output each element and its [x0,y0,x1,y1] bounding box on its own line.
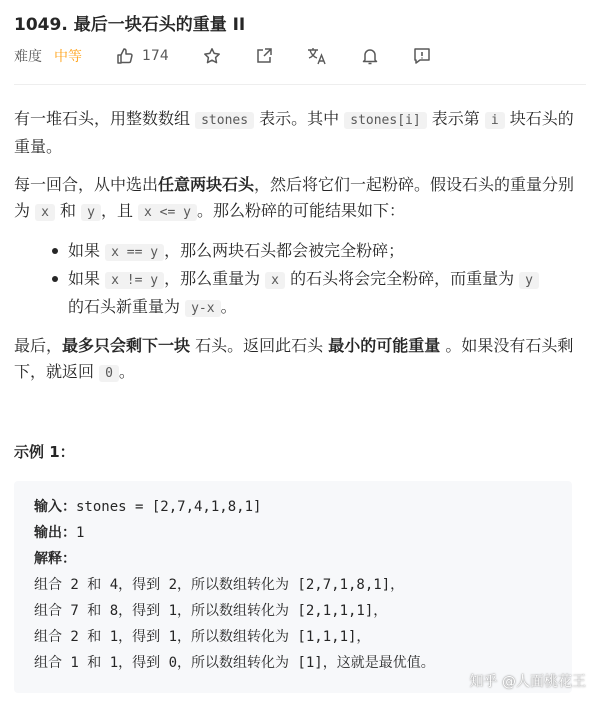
inline-code: x <= y [138,204,197,221]
inline-code: stones[i] [344,112,426,129]
bullet-dot [52,276,58,282]
watermark: 知乎 @人面桃花王 [469,674,586,690]
header-divider [14,84,586,85]
difficulty-badge: 中等 [54,49,82,65]
inline-code: 0 [99,365,119,382]
thumbs-up-icon [116,47,134,65]
bold-text: 最多只会剩下一块 [62,336,191,355]
star-icon[interactable] [203,47,221,65]
outcome-list [14,238,586,322]
inline-code: stones [195,112,254,129]
example-output-line [34,521,84,545]
explanation-line: 组合 2 和 1，得到 1，所以数组转化为 [1,1,1]， [34,629,371,645]
bell-icon[interactable] [361,47,379,65]
inline-code: x [265,272,285,289]
explanation-line: 组合 1 和 1，得到 0，所以数组转化为 [1]，这就是最优值。 [34,655,435,671]
bold-text: 任意两块石头 [158,175,255,194]
input-label: 输入： [34,499,76,515]
translate-icon[interactable] [307,47,327,65]
output-value: 1 [76,525,85,541]
input-value: stones = [2,7,4,1,8,1] [76,499,262,515]
inline-code: y [519,272,539,289]
bullet-dot [52,248,58,254]
share-icon[interactable] [255,47,273,65]
inline-code: x [35,204,55,221]
example-code-block [14,481,572,693]
like-button[interactable] [116,47,169,65]
inline-code: x == y [105,244,164,261]
inline-code: i [485,112,505,129]
problem-meta-bar [14,44,431,68]
inline-code: y-x [185,300,220,317]
problem-title: 1049. 最后一块石头的重量 II [14,15,246,35]
example-title: 示例 1： [14,443,75,461]
example-input-line [34,495,261,519]
example-explain-label: 解释： [34,551,76,567]
explanation-line: 组合 2 和 4，得到 2，所以数组转化为 [2,7,1,8,1]， [34,577,405,593]
bold-text: 最小的可能重量 [328,336,441,355]
description-paragraph-1: 有一堆石头，用整数数组 stones 表示。其中 stones[i] 表示第 i 块石头的重量。 [14,109,574,156]
feedback-icon[interactable] [413,47,431,65]
list-item: 如果 x != y ，那么重量为 x 的石头将会完全粉碎，而重量为 y 的石头新重量为 y-x 。 [14,266,586,322]
explanation-line: 组合 7 和 8，得到 1，所以数组转化为 [2,1,1,1]， [34,603,388,619]
output-label: 输出： [34,525,76,541]
description-paragraph-3: 最后，最多只会剩下一块 石头。返回此石头 最小的可能重量 。如果没有石头剩下，就返回 0 。 [14,336,574,381]
list-item: 如果 x == y ，那么两块石头都会被完全粉碎； [14,238,586,266]
like-count: 174 [142,48,169,64]
description-paragraph-2: 每一回合，从中选出任意两块石头，然后将它们一起粉碎。假设石头的重量分别为 x 和 y ，且 x <= y 。那么粉碎的可能结果如下： [14,175,575,220]
inline-code: y [81,204,101,221]
inline-code: x != y [105,272,164,289]
difficulty-label: 难度 [14,49,42,65]
